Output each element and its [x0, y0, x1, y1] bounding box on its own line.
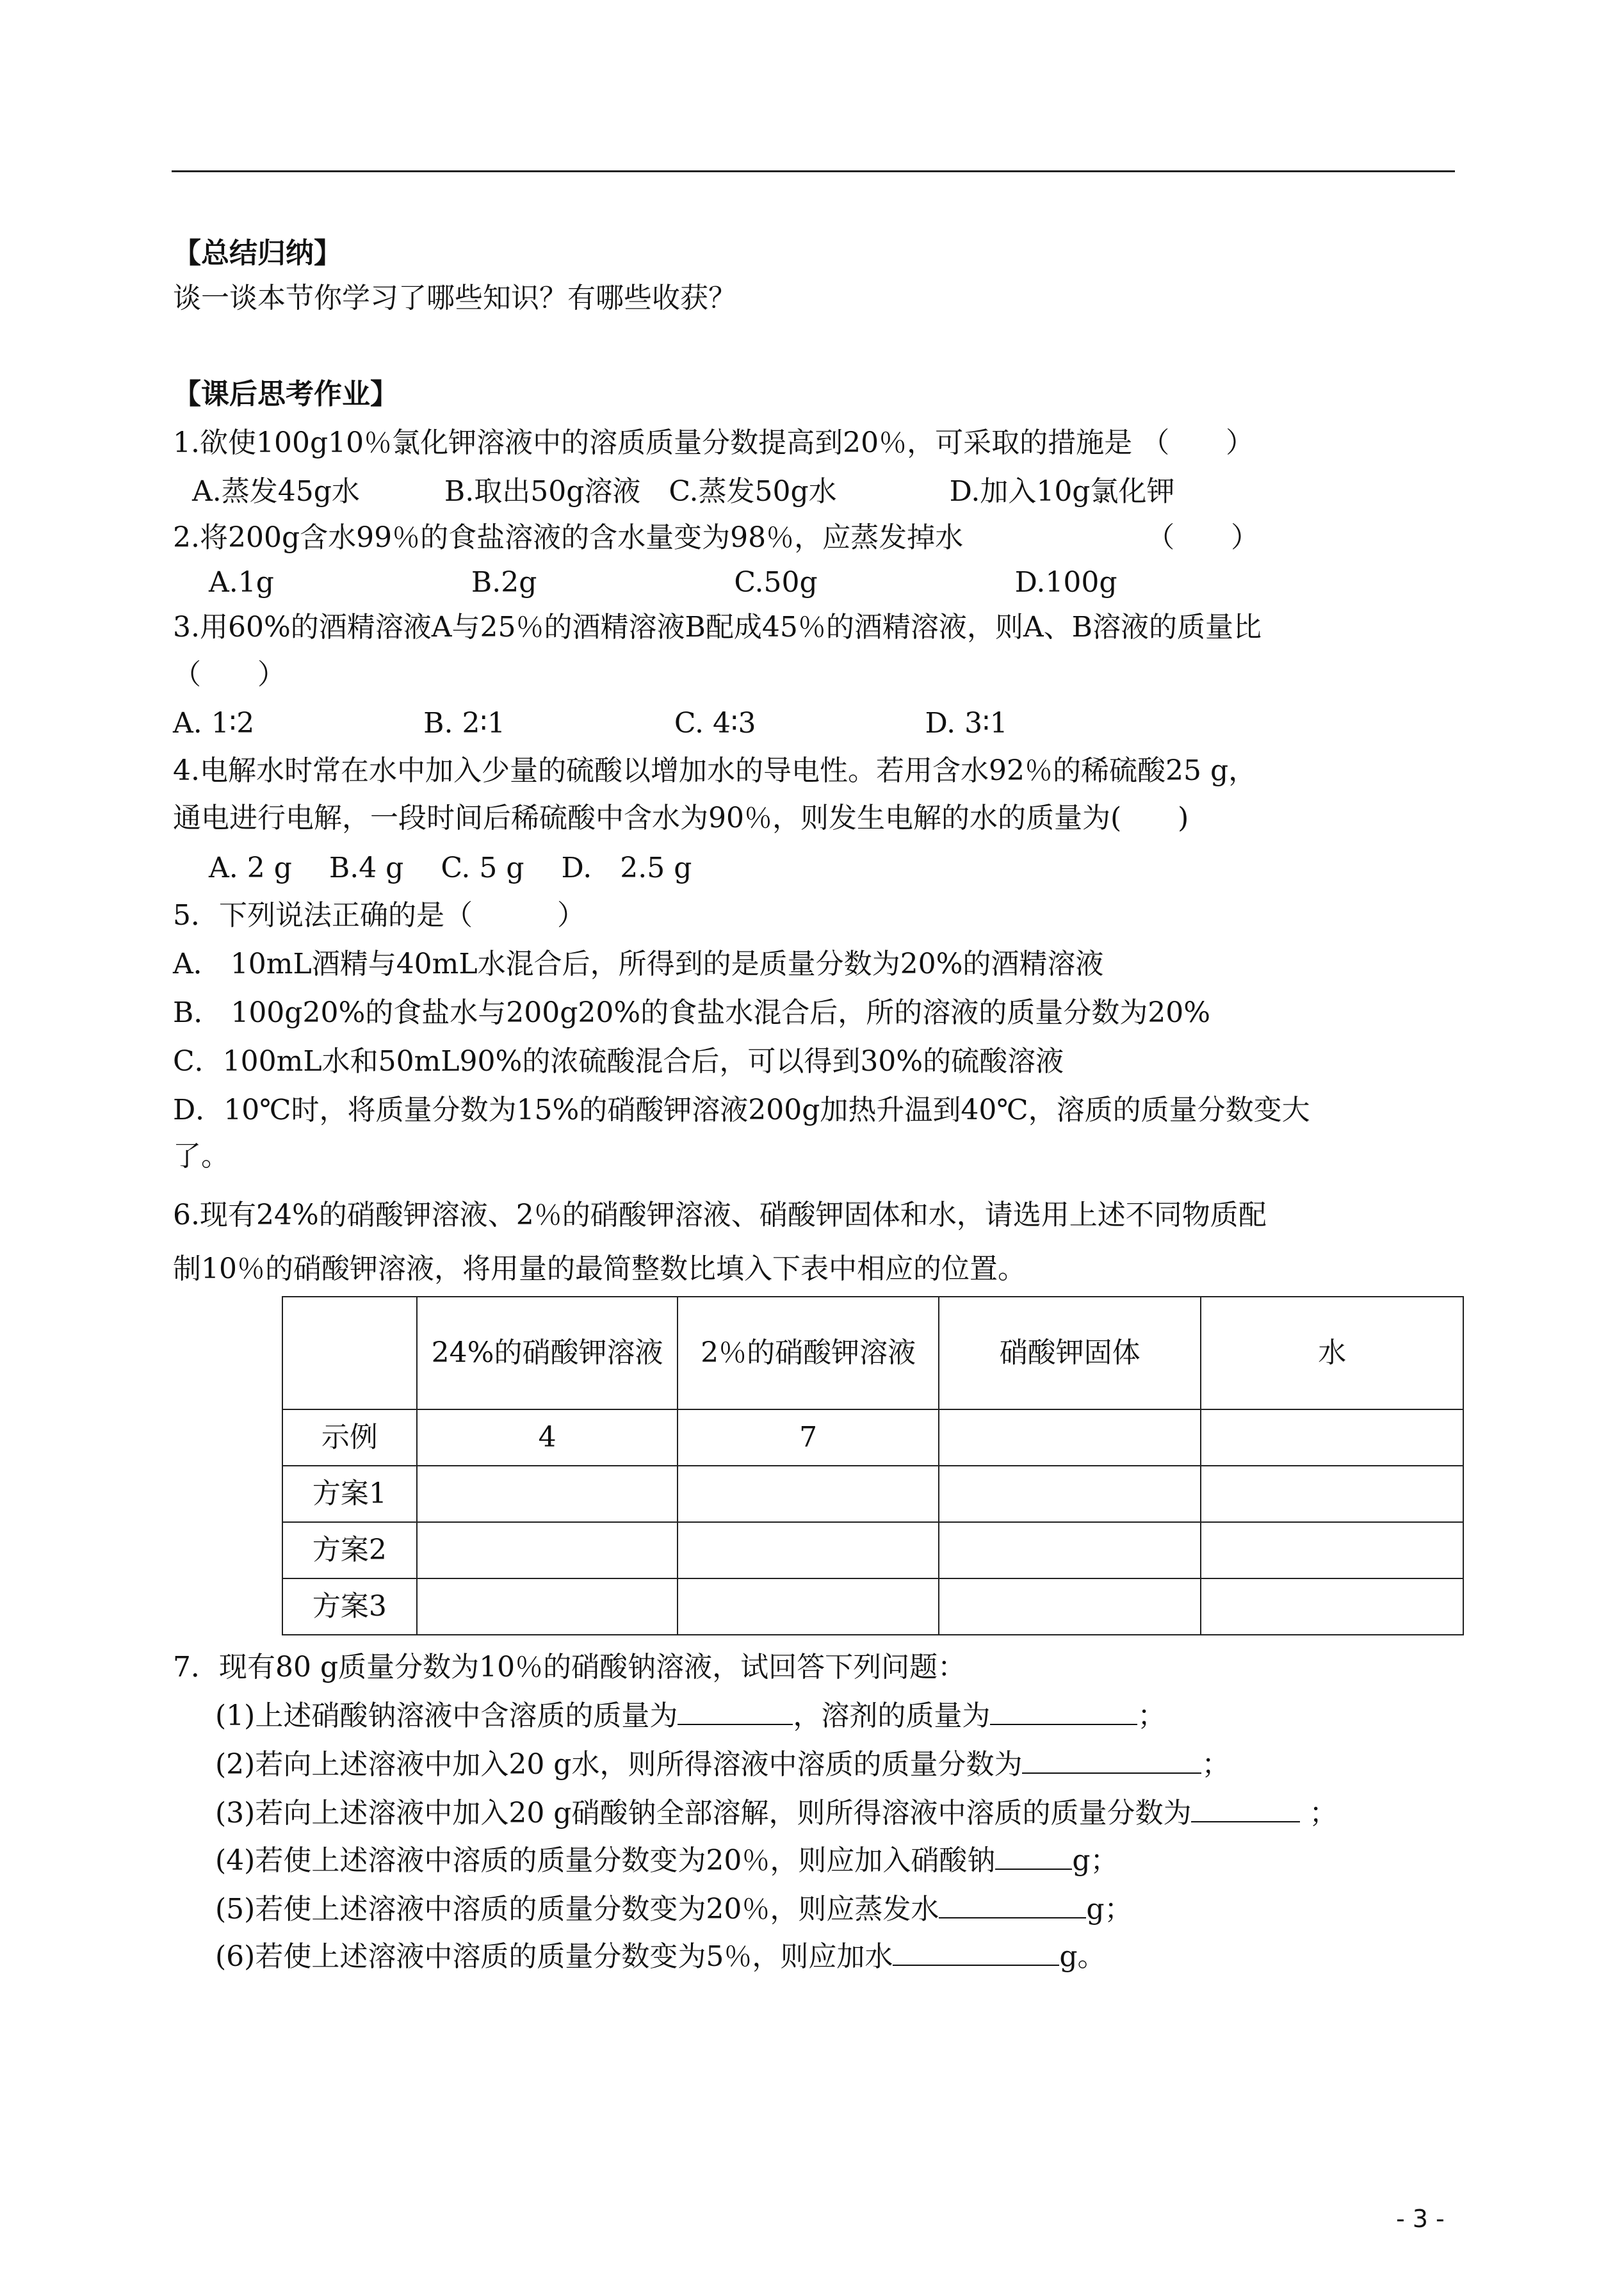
table-cell: 方案3 — [282, 1578, 417, 1635]
table-cell — [1201, 1578, 1463, 1635]
q3-paren: （ ） — [173, 658, 286, 691]
table-header-cell: 24%的硝酸钾溶液 — [417, 1297, 678, 1409]
answer-blank[interactable] — [678, 1694, 793, 1725]
table-header-cell — [282, 1297, 417, 1409]
q7-part1 — [215, 1694, 1165, 1735]
table-header-row — [282, 1297, 1463, 1409]
q7-part5-text: g； — [1086, 1893, 1133, 1926]
table-cell — [417, 1522, 678, 1578]
table-cell: 4 — [417, 1409, 678, 1466]
table-cell: 示例 — [282, 1409, 417, 1466]
table-cell — [678, 1466, 939, 1522]
table-row — [282, 1409, 1463, 1466]
q5-option-c: C．100mL水和50mL90%的浓硫酸混合后，可以得到30%的硫酸溶液 — [173, 1045, 1064, 1078]
table-cell — [1201, 1522, 1463, 1578]
q7-part4-text: g； — [1072, 1844, 1119, 1877]
summary-heading: 【总结归纳】 — [173, 237, 342, 270]
q5-option-a: A． 10mL酒精与40mL水混合后，所得到的是质量分数为20%的酒精溶液 — [173, 948, 1104, 980]
table-cell — [678, 1522, 939, 1578]
q7-part6-text: (6)若使上述溶液中溶质的质量分数变为5％，则应加水 — [215, 1940, 893, 1973]
q6-ratio-table — [282, 1296, 1464, 1635]
answer-blank[interactable] — [893, 1935, 1059, 1966]
table-row — [282, 1522, 1463, 1578]
q7-part5 — [215, 1888, 1132, 1929]
q7-part4 — [215, 1839, 1118, 1880]
table-cell: 7 — [678, 1409, 939, 1466]
q7-part4-text: (4)若使上述溶液中溶质的质量分数变为20％，则应加入硝酸钠 — [215, 1844, 996, 1877]
q7-part5-text: (5)若使上述溶液中溶质的质量分数变为20％，则应蒸发水 — [215, 1893, 939, 1926]
q5-stem: 5．下列说法正确的是（ ） — [173, 899, 585, 932]
q7-part6 — [215, 1935, 1106, 1976]
page-number: - 3 - — [1396, 2205, 1445, 2233]
table-header-cell: 水 — [1201, 1297, 1463, 1409]
q7-part6-text: g。 — [1059, 1940, 1106, 1973]
table-cell: 方案1 — [282, 1466, 417, 1522]
table-cell — [417, 1466, 678, 1522]
q6-stem-line2: 制10％的硝酸钾溶液，将用量的最简整数比填入下表中相应的位置。 — [173, 1253, 1026, 1285]
answer-blank[interactable] — [939, 1888, 1086, 1918]
q7-part3-text: ； — [1300, 1797, 1338, 1829]
table-cell — [1201, 1409, 1463, 1466]
table-cell — [939, 1409, 1201, 1466]
q5-option-d-line2: 了。 — [173, 1140, 229, 1172]
header-rule — [172, 170, 1455, 172]
q7-part2 — [215, 1743, 1230, 1784]
q2-options: A.1g B.2g C.50g D.100g — [209, 566, 1117, 599]
q1-stem: 1.欲使100g10％氯化钾溶液中的溶质质量分数提高到20％，可采取的措施是 （ ） — [173, 426, 1255, 459]
table-row — [282, 1466, 1463, 1522]
table-cell — [678, 1578, 939, 1635]
table-cell — [939, 1466, 1201, 1522]
homework-heading: 【课后思考作业】 — [173, 378, 398, 410]
q7-part1-text: (1)上述硝酸钠溶液中含溶质的质量为 — [215, 1699, 678, 1732]
table-cell — [417, 1578, 678, 1635]
q6-stem-line1: 6.现有24%的硝酸钾溶液、2％的硝酸钾溶液、硝酸钾固体和水，请选用上述不同物质配 — [173, 1199, 1267, 1231]
table-cell — [939, 1578, 1201, 1635]
q7-part1-text: ，溶剂的质量为 — [793, 1699, 991, 1732]
table-row — [282, 1578, 1463, 1635]
q4-options: A. 2 g B.4 g C. 5 g D. 2.5 g — [209, 852, 692, 884]
q2-stem: 2.将200g含水99％的食盐溶液的含水量变为98％，应蒸发掉水 （ ） — [173, 521, 1260, 554]
q7-part3 — [215, 1792, 1337, 1833]
answer-blank[interactable] — [1191, 1792, 1300, 1822]
q5-option-b: B． 100g20%的食盐水与200g20%的食盐水混合后，所的溶液的质量分数为20% — [173, 996, 1211, 1029]
answer-blank[interactable] — [995, 1839, 1072, 1870]
q1-options: A.蒸发45g水 B.取出50g溶液 C.蒸发50g水 D.加入10g氯化钾 — [192, 475, 1175, 508]
table-cell: 方案2 — [282, 1522, 417, 1578]
table-cell — [1201, 1466, 1463, 1522]
q4-stem-line1: 4.电解水时常在水中加入少量的硫酸以增加水的导电性。若用含水92％的稀硫酸25 g， — [173, 754, 1257, 787]
q4-stem-line2: 通电进行电解，一段时间后稀硫酸中含水为90％，则发生电解的水的质量为( ) — [173, 802, 1189, 834]
summary-prompt: 谈一谈本节你学习了哪些知识？有哪些收获？ — [173, 282, 736, 314]
q7-part3-text: (3)若向上述溶液中加入20 g硝酸钠全部溶解，则所得溶液中溶质的质量分数为 — [215, 1797, 1192, 1829]
q7-part2-text: ； — [1201, 1748, 1230, 1781]
q7-part2-text: (2)若向上述溶液中加入20 g水，则所得溶液中溶质的质量分数为 — [215, 1748, 1023, 1781]
table-cell — [939, 1522, 1201, 1578]
q7-stem: 7．现有80 g质量分数为10％的硝酸钠溶液，试回答下列问题： — [173, 1651, 966, 1683]
q7-part1-text: ； — [1137, 1699, 1166, 1732]
q5-option-d-line1: D．10℃时，将质量分数为15%的硝酸钾溶液200g加热升温到40℃，溶质的质量分数变大 — [173, 1094, 1310, 1126]
answer-blank[interactable] — [1022, 1743, 1201, 1774]
answer-blank[interactable] — [990, 1694, 1137, 1725]
q3-options: A. 1∶2 B. 2∶1 C. 4∶3 D. 3∶1 — [173, 707, 1008, 740]
table-header-cell: 硝酸钾固体 — [939, 1297, 1201, 1409]
table-header-cell: 2％的硝酸钾溶液 — [678, 1297, 939, 1409]
q3-stem: 3.用60%的酒精溶液A与25％的酒精溶液B配成45％的酒精溶液，则A、B溶液的质量比 — [173, 611, 1262, 644]
